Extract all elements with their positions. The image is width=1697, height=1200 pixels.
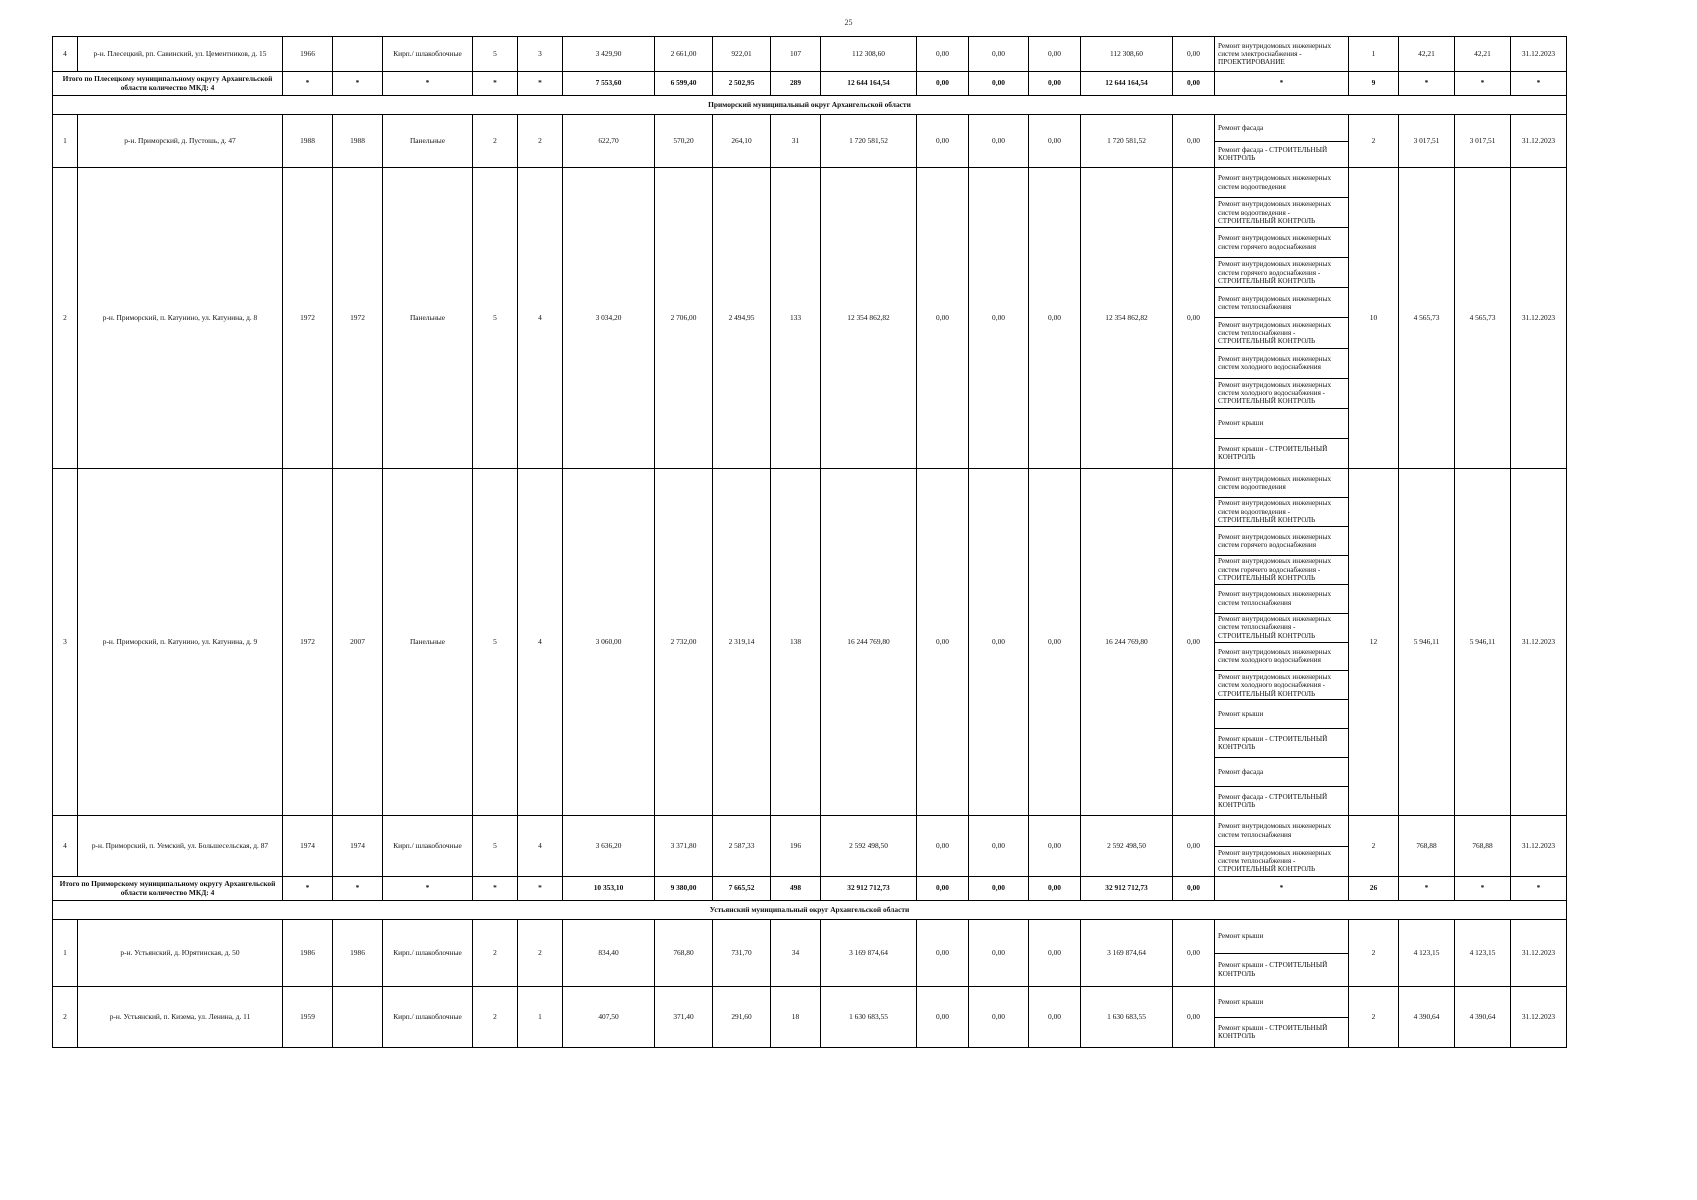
placeholder-cell: * — [383, 877, 473, 901]
total-area-cell: 407,50 — [563, 987, 655, 1048]
work-item: Ремонт крыши - СТРОИТЕЛЬНЫЙ КОНТРОЛЬ — [1218, 445, 1328, 462]
residents-cell: 133 — [771, 168, 821, 469]
work-item: Ремонт крыши — [1215, 409, 1348, 439]
work-count-cell: 2 — [1349, 920, 1399, 987]
row-number-cell: 4 — [53, 37, 78, 72]
work-item: Ремонт внутридомовых инженерных систем теплоснабжения — [1215, 816, 1348, 847]
total-area-cell: 3 034,20 — [563, 168, 655, 469]
works-list-cell — [1215, 469, 1349, 816]
wall-material-cell: Кирп./ шлакоблочные — [383, 920, 473, 987]
cost-regional-cell: 0,00 — [969, 920, 1029, 987]
residents-cell: 31 — [771, 115, 821, 168]
floors-cell: 5 — [473, 469, 518, 816]
work-item: Ремонт крыши — [1215, 987, 1348, 1018]
floors-cell: 5 — [473, 37, 518, 72]
deadline-cell: 31.12.2023 — [1511, 469, 1567, 816]
works-list-cell — [1215, 987, 1349, 1048]
district-total-row — [53, 72, 1567, 96]
cost-federal-cell: 0,00 — [917, 816, 969, 877]
placeholder-cell: * — [383, 72, 473, 96]
unit-cost-cell: 42,21 — [1399, 37, 1455, 72]
cost-municipal-cell: 0,00 — [1029, 877, 1081, 901]
placeholder-cell: * — [473, 72, 518, 96]
cost-total-cell: 12 644 164,54 — [821, 72, 917, 96]
address-cell: р-н. Устьянский, п. Кизема, ул. Ленина, д. 11 — [78, 987, 283, 1048]
work-count-cell: 10 — [1349, 168, 1399, 469]
year-built-cell: 1974 — [283, 816, 333, 877]
entrances-cell: 4 — [518, 469, 563, 816]
cost-municipal-cell: 0,00 — [1029, 37, 1081, 72]
work-item: Ремонт внутридомовых инженерных систем горячего водоснабжения — [1215, 228, 1348, 258]
placeholder-cell: * — [283, 877, 333, 901]
work-count-cell: 2 — [1349, 115, 1399, 168]
region-header-row — [53, 901, 1567, 920]
work-item: Ремонт внутридомовых инженерных систем холодного водоснабжения - СТРОИТЕЛЬНЫЙ КОНТРОЛЬ — [1215, 379, 1348, 409]
cost-regional-cell: 0,00 — [969, 37, 1029, 72]
work-item: Ремонт внутридомовых инженерных систем холодного водоснабжения — [1215, 643, 1348, 672]
living-area-cell: 570,20 — [655, 115, 713, 168]
cost-owners-cell: 12 644 164,54 — [1081, 72, 1173, 96]
cost-municipal-cell: 0,00 — [1029, 920, 1081, 987]
cost-other-cell: 0,00 — [1173, 920, 1215, 987]
living-area-cell: 768,80 — [655, 920, 713, 987]
work-item: Ремонт внутридомовых инженерных систем теплоснабжения - СТРОИТЕЛЬНЫЙ КОНТРОЛЬ — [1215, 614, 1348, 643]
total-label: Итого по Приморскому муниципальному округу Архангельской области количество МКД: 4 — [53, 877, 283, 901]
reconstruction-year-cell: 2007 — [333, 469, 383, 816]
unit-limit-cell: 4 123,15 — [1455, 920, 1511, 987]
wall-material-cell: Панельные — [383, 469, 473, 816]
cost-owners-cell: 1 630 683,55 — [1081, 987, 1173, 1048]
cost-other-cell: 0,00 — [1173, 816, 1215, 877]
cost-federal-cell: 0,00 — [917, 37, 969, 72]
works-list — [1215, 115, 1348, 167]
residential-area-cell: 2 494,95 — [713, 168, 771, 469]
year-built-cell: 1959 — [283, 987, 333, 1048]
cost-regional-cell: 0,00 — [969, 168, 1029, 469]
deadline-cell: * — [1511, 72, 1567, 96]
unit-cost-cell: 3 017,51 — [1399, 115, 1455, 168]
cost-regional-cell: 0,00 — [969, 987, 1029, 1048]
cost-regional-cell: 0,00 — [969, 877, 1029, 901]
residential-area-cell: 2 587,33 — [713, 816, 771, 877]
unit-cost-cell: 4 565,73 — [1399, 168, 1455, 469]
deadline-cell: 31.12.2023 — [1511, 987, 1567, 1048]
work-item: Ремонт внутридомовых инженерных систем холодного водоснабжения - СТРОИТЕЛЬНЫЙ КОНТРОЛЬ — [1215, 671, 1348, 700]
reconstruction-year-cell: 1974 — [333, 816, 383, 877]
floors-cell: 2 — [473, 987, 518, 1048]
living-area-cell: 2 732,00 — [655, 469, 713, 816]
row-number-cell: 2 — [53, 987, 78, 1048]
placeholder-cell: * — [333, 877, 383, 901]
unit-limit-cell: 5 946,11 — [1455, 469, 1511, 816]
cost-other-cell: 0,00 — [1173, 37, 1215, 72]
unit-limit-cell: 4 390,64 — [1455, 987, 1511, 1048]
entrances-cell: 4 — [518, 816, 563, 877]
wall-material-cell: Кирп./ шлакоблочные — [383, 987, 473, 1048]
work-item: Ремонт внутридомовых инженерных систем горячего водоснабжения - СТРОИТЕЛЬНЫЙ КОНТРОЛЬ — [1215, 556, 1348, 585]
work-item: Ремонт крыши — [1215, 920, 1348, 954]
cost-municipal-cell: 0,00 — [1029, 72, 1081, 96]
total-label: Итого по Плесецкому муниципальному округу Архангельской области количество МКД: 4 — [53, 72, 283, 96]
year-built-cell: 1966 — [283, 37, 333, 72]
entrances-cell: 1 — [518, 987, 563, 1048]
residential-area-cell: 2 319,14 — [713, 469, 771, 816]
house-row — [53, 469, 1567, 816]
cost-total-cell: 32 912 712,73 — [821, 877, 917, 901]
district-total-row — [53, 877, 1567, 901]
work-count-cell: 1 — [1349, 37, 1399, 72]
unit-limit-cell: 42,21 — [1455, 37, 1511, 72]
entrances-cell: 4 — [518, 168, 563, 469]
work-item: Ремонт крыши - СТРОИТЕЛЬНЫЙ КОНТРОЛЬ — [1218, 1023, 1328, 1041]
unit-limit-cell: 3 017,51 — [1455, 115, 1511, 168]
residents-cell: 138 — [771, 469, 821, 816]
living-area-cell: 3 371,80 — [655, 816, 713, 877]
works-total-cell: * — [1215, 72, 1349, 96]
total-area-cell: 622,70 — [563, 115, 655, 168]
year-built-cell: 1972 — [283, 168, 333, 469]
deadline-cell: * — [1511, 877, 1567, 901]
cost-federal-cell: 0,00 — [917, 469, 969, 816]
cost-owners-cell: 12 354 862,82 — [1081, 168, 1173, 469]
work-item: Ремонт крыши - СТРОИТЕЛЬНЫЙ КОНТРОЛЬ — [1215, 729, 1348, 758]
house-row — [53, 987, 1567, 1048]
works-list-cell — [1215, 115, 1349, 168]
placeholder-cell: * — [518, 72, 563, 96]
entrances-cell: 3 — [518, 37, 563, 72]
works-list-cell — [1215, 920, 1349, 987]
works-list — [1215, 37, 1348, 71]
deadline-cell: 31.12.2023 — [1511, 115, 1567, 168]
placeholder-cell: * — [518, 877, 563, 901]
placeholder-cell: * — [283, 72, 333, 96]
cost-federal-cell: 0,00 — [917, 877, 969, 901]
cost-regional-cell: 0,00 — [969, 115, 1029, 168]
residents-cell: 107 — [771, 37, 821, 72]
cost-total-cell: 12 354 862,82 — [821, 168, 917, 469]
cost-federal-cell: 0,00 — [917, 168, 969, 469]
residential-area-cell: 922,01 — [713, 37, 771, 72]
floors-cell: 2 — [473, 920, 518, 987]
reconstruction-year-cell — [333, 987, 383, 1048]
entrances-cell: 2 — [518, 115, 563, 168]
work-count-cell: 2 — [1349, 987, 1399, 1048]
works-total-cell: * — [1215, 877, 1349, 901]
work-item: Ремонт фасада — [1215, 115, 1348, 142]
residents-cell: 196 — [771, 816, 821, 877]
reconstruction-year-cell — [333, 37, 383, 72]
cost-other-cell: 0,00 — [1173, 168, 1215, 469]
cost-regional-cell: 0,00 — [969, 469, 1029, 816]
address-cell: р-н. Приморский, п. Уемский, ул. Большесельская, д. 87 — [78, 816, 283, 877]
work-item: Ремонт крыши - СТРОИТЕЛЬНЫЙ КОНТРОЛЬ — [1218, 961, 1328, 978]
cost-owners-cell: 112 308,60 — [1081, 37, 1173, 72]
cost-total-cell: 16 244 769,80 — [821, 469, 917, 816]
work-item: Ремонт крыши — [1215, 700, 1348, 729]
cost-total-cell: 3 169 874,64 — [821, 920, 917, 987]
residential-area-cell: 2 502,95 — [713, 72, 771, 96]
unit-limit-cell: * — [1455, 877, 1511, 901]
unit-cost-cell: 4 390,64 — [1399, 987, 1455, 1048]
total-area-cell: 834,40 — [563, 920, 655, 987]
work-item: Ремонт фасада - СТРОИТЕЛЬНЫЙ КОНТРОЛЬ — [1218, 792, 1328, 810]
cost-owners-cell: 1 720 581,52 — [1081, 115, 1173, 168]
living-area-cell: 2 661,00 — [655, 37, 713, 72]
cost-municipal-cell: 0,00 — [1029, 816, 1081, 877]
year-built-cell: 1988 — [283, 115, 333, 168]
residents-cell: 18 — [771, 987, 821, 1048]
floors-cell: 2 — [473, 115, 518, 168]
cost-regional-cell: 0,00 — [969, 816, 1029, 877]
work-item: Ремонт внутридомовых инженерных систем горячего водоснабжения — [1215, 527, 1348, 556]
cost-total-cell: 1 630 683,55 — [821, 987, 917, 1048]
residential-area-cell: 291,60 — [713, 987, 771, 1048]
work-item: Ремонт внутридомовых инженерных систем водоотведения - СТРОИТЕЛЬНЫЙ КОНТРОЛЬ — [1215, 498, 1348, 527]
works-list-cell — [1215, 816, 1349, 877]
floors-cell: 5 — [473, 168, 518, 469]
residents-cell: 34 — [771, 920, 821, 987]
region-header-row — [53, 96, 1567, 115]
cost-municipal-cell: 0,00 — [1029, 987, 1081, 1048]
cost-other-cell: 0,00 — [1173, 877, 1215, 901]
cost-federal-cell: 0,00 — [917, 72, 969, 96]
residential-area-cell: 7 665,52 — [713, 877, 771, 901]
house-row — [53, 115, 1567, 168]
residential-area-cell: 731,70 — [713, 920, 771, 987]
work-item: Ремонт фасада — [1215, 758, 1348, 787]
address-cell: р-н. Устьянский, д. Юрятинская, д. 50 — [78, 920, 283, 987]
table-body — [53, 37, 1567, 1048]
cost-other-cell: 0,00 — [1173, 72, 1215, 96]
living-area-cell: 371,40 — [655, 987, 713, 1048]
row-number-cell: 1 — [53, 115, 78, 168]
work-item: Ремонт внутридомовых инженерных систем теплоснабжения - СТРОИТЕЛЬНЫЙ КОНТРОЛЬ — [1218, 848, 1332, 874]
house-row — [53, 816, 1567, 877]
cost-total-cell: 112 308,60 — [821, 37, 917, 72]
row-number-cell: 3 — [53, 469, 78, 816]
work-item: Ремонт фасада - СТРОИТЕЛЬНЫЙ КОНТРОЛЬ — [1218, 145, 1328, 163]
unit-limit-cell: * — [1455, 72, 1511, 96]
work-item: Ремонт внутридомовых инженерных систем водоотведения — [1215, 469, 1348, 498]
cost-other-cell: 0,00 — [1173, 469, 1215, 816]
work-count-cell: 9 — [1349, 72, 1399, 96]
wall-material-cell: Кирп./ шлакоблочные — [383, 816, 473, 877]
works-list — [1215, 987, 1348, 1047]
unit-cost-cell: * — [1399, 877, 1455, 901]
work-item: Ремонт внутридомовых инженерных систем теплоснабжения — [1215, 585, 1348, 614]
address-cell: р-н. Приморский, п. Катунино, ул. Катунина, д. 9 — [78, 469, 283, 816]
cost-other-cell: 0,00 — [1173, 987, 1215, 1048]
work-item: Ремонт внутридомовых инженерных систем электроснабжения - ПРОЕКТИРОВАНИЕ — [1218, 41, 1332, 67]
works-list — [1215, 168, 1348, 468]
cost-federal-cell: 0,00 — [917, 920, 969, 987]
total-area-cell: 10 353,10 — [563, 877, 655, 901]
region-title: Устьянский муниципальный округ Архангельской области — [53, 901, 1567, 920]
work-count-cell: 2 — [1349, 816, 1399, 877]
residential-area-cell: 264,10 — [713, 115, 771, 168]
works-list — [1215, 920, 1348, 986]
unit-limit-cell: 4 565,73 — [1455, 168, 1511, 469]
house-row — [53, 920, 1567, 987]
total-area-cell: 3 636,20 — [563, 816, 655, 877]
cost-federal-cell: 0,00 — [917, 115, 969, 168]
cost-municipal-cell: 0,00 — [1029, 168, 1081, 469]
cost-total-cell: 2 592 498,50 — [821, 816, 917, 877]
living-area-cell: 2 706,00 — [655, 168, 713, 469]
house-row — [53, 37, 1567, 72]
cost-owners-cell: 16 244 769,80 — [1081, 469, 1173, 816]
total-area-cell: 3 429,90 — [563, 37, 655, 72]
wall-material-cell: Панельные — [383, 115, 473, 168]
address-cell: р-н. Приморский, д. Пустошь, д. 47 — [78, 115, 283, 168]
wall-material-cell: Панельные — [383, 168, 473, 469]
reconstruction-year-cell: 1988 — [333, 115, 383, 168]
work-item: Ремонт внутридомовых инженерных систем теплоснабжения — [1215, 288, 1348, 318]
cost-owners-cell: 32 912 712,73 — [1081, 877, 1173, 901]
row-number-cell: 4 — [53, 816, 78, 877]
work-item: Ремонт внутридомовых инженерных систем теплоснабжения - СТРОИТЕЛЬНЫЙ КОНТРОЛЬ — [1215, 318, 1348, 348]
deadline-cell: 31.12.2023 — [1511, 37, 1567, 72]
reconstruction-year-cell: 1986 — [333, 920, 383, 987]
unit-limit-cell: 768,88 — [1455, 816, 1511, 877]
year-built-cell: 1972 — [283, 469, 333, 816]
deadline-cell: 31.12.2023 — [1511, 168, 1567, 469]
house-row — [53, 168, 1567, 469]
wall-material-cell: Кирп./ шлакоблочные — [383, 37, 473, 72]
year-built-cell: 1986 — [283, 920, 333, 987]
reconstruction-year-cell: 1972 — [333, 168, 383, 469]
address-cell: р-н. Плесецкий, рп. Савинский, ул. Цементников, д. 15 — [78, 37, 283, 72]
row-number-cell: 2 — [53, 168, 78, 469]
cost-total-cell: 1 720 581,52 — [821, 115, 917, 168]
living-area-cell: 9 380,00 — [655, 877, 713, 901]
works-list — [1215, 469, 1348, 815]
cost-owners-cell: 3 169 874,64 — [1081, 920, 1173, 987]
work-item: Ремонт внутридомовых инженерных систем холодного водоснабжения — [1215, 349, 1348, 379]
row-number-cell: 1 — [53, 920, 78, 987]
cost-regional-cell: 0,00 — [969, 72, 1029, 96]
work-count-cell: 26 — [1349, 877, 1399, 901]
floors-cell: 5 — [473, 816, 518, 877]
cost-owners-cell: 2 592 498,50 — [1081, 816, 1173, 877]
work-count-cell: 12 — [1349, 469, 1399, 816]
cost-federal-cell: 0,00 — [917, 987, 969, 1048]
unit-cost-cell: 768,88 — [1399, 816, 1455, 877]
deadline-cell: 31.12.2023 — [1511, 816, 1567, 877]
address-cell: р-н. Приморский, п. Катунино, ул. Катунина, д. 8 — [78, 168, 283, 469]
total-area-cell: 3 060,00 — [563, 469, 655, 816]
works-list-cell — [1215, 37, 1349, 72]
entrances-cell: 2 — [518, 920, 563, 987]
capital-repair-register-table — [52, 36, 1567, 1048]
cost-other-cell: 0,00 — [1173, 115, 1215, 168]
works-list-cell — [1215, 168, 1349, 469]
works-list — [1215, 816, 1348, 876]
placeholder-cell: * — [333, 72, 383, 96]
living-area-cell: 6 599,40 — [655, 72, 713, 96]
residents-cell: 498 — [771, 877, 821, 901]
total-area-cell: 7 553,60 — [563, 72, 655, 96]
unit-cost-cell: 4 123,15 — [1399, 920, 1455, 987]
unit-cost-cell: * — [1399, 72, 1455, 96]
work-item: Ремонт внутридомовых инженерных систем водоотведения — [1215, 168, 1348, 198]
unit-cost-cell: 5 946,11 — [1399, 469, 1455, 816]
page-number: 25 — [844, 18, 853, 27]
work-item: Ремонт внутридомовых инженерных систем водоотведения - СТРОИТЕЛЬНЫЙ КОНТРОЛЬ — [1215, 198, 1348, 228]
placeholder-cell: * — [473, 877, 518, 901]
region-title: Приморский муниципальный округ Архангельской области — [53, 96, 1567, 115]
work-item: Ремонт внутридомовых инженерных систем горячего водоснабжения - СТРОИТЕЛЬНЫЙ КОНТРОЛЬ — [1215, 258, 1348, 288]
deadline-cell: 31.12.2023 — [1511, 920, 1567, 987]
cost-municipal-cell: 0,00 — [1029, 469, 1081, 816]
residents-cell: 289 — [771, 72, 821, 96]
cost-municipal-cell: 0,00 — [1029, 115, 1081, 168]
